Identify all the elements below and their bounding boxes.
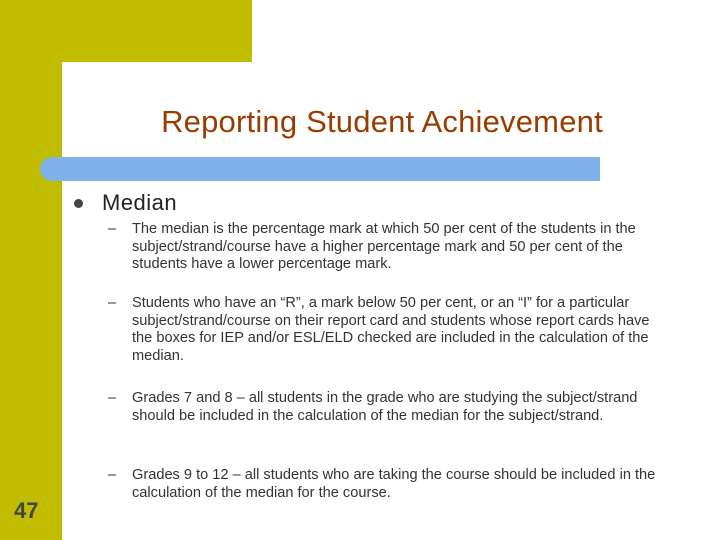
title-underline-bar — [40, 157, 600, 181]
sub-bullet-text: Grades 9 to 12 – all students who are taking the course should be included in the calculation of the median for the course. — [132, 467, 656, 501]
sub-bullet-3 — [108, 390, 668, 425]
sub-bullet-text: The median is the percentage mark at which 50 per cent of the students in the subject/strand/course have a higher percentage mark and 50 per cent of the students have a lower percentage mark. — [132, 221, 636, 272]
slide-title: Reporting Student Achievement — [161, 104, 603, 139]
dash-marker: – — [108, 295, 117, 311]
dash-marker: – — [108, 221, 117, 237]
bullet-dot-icon — [74, 199, 83, 208]
decorative-side-band — [0, 0, 62, 540]
sub-bullet-text: Grades 7 and 8 – all students in the grade who are studying the subject/strand should be included in the calculation of the median for the subject/strand. — [132, 390, 638, 424]
bullet-label: Median — [102, 190, 178, 215]
dash-marker: – — [108, 467, 117, 483]
slide-number: 47 — [14, 498, 39, 523]
dash-marker: – — [108, 390, 117, 406]
sub-bullet-2 — [108, 295, 668, 365]
sub-bullet-4 — [108, 467, 668, 502]
sub-bullet-1 — [108, 221, 668, 274]
sub-bullet-text: Students who have an “R”, a mark below 50 per cent, or an “I” for a particular subject/strand/course on their report card and students whose report cards have the boxes for IEP and/or ESL/ELD checked are included in the calculation of the median. — [132, 295, 650, 364]
